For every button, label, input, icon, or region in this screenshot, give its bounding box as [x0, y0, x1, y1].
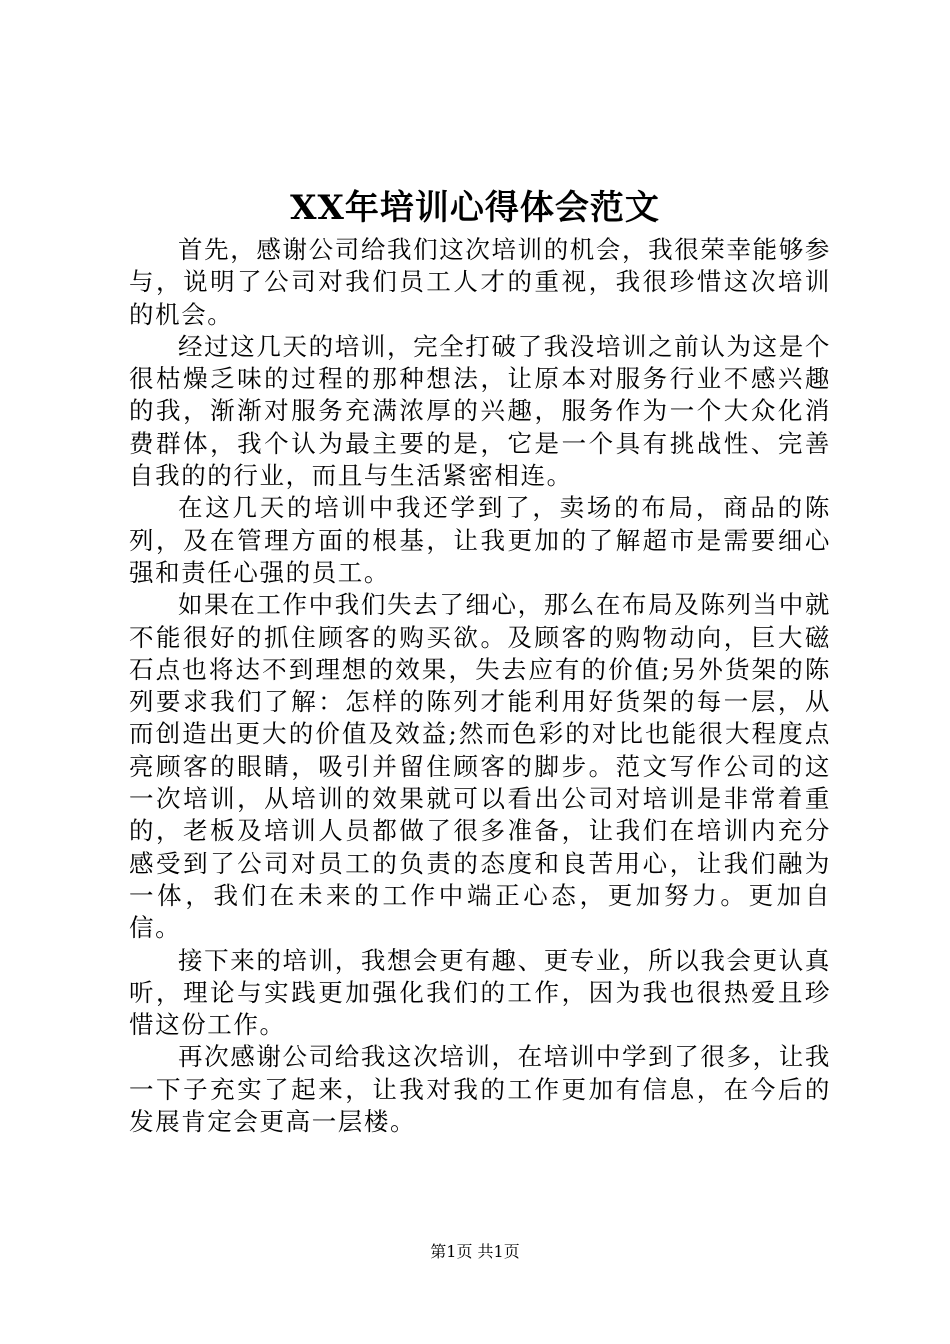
paragraph-2: 经过这几天的培训，完全打破了我没培训之前认为这是个很枯燥乏味的过程的那种想法，让原本对服务行业不感兴趣的我，渐渐对服务充满浓厚的兴趣，服务作为一个大众化消费群体，我个认为最主要的是，它是一个具有挑战性、完善自我的的行业，而且与生活紧密相连。 — [129, 331, 831, 491]
page-number-label: 第1页 共1页 — [430, 1242, 520, 1261]
paragraph-4: 如果在工作中我们失去了细心，那么在布局及陈列当中就不能很好的抓住顾客的购买欲。及顾客的购物动向，巨大磁石点也将达不到理想的效果，失去应有的价值;另外货架的陈列要求我们了解：怎样的陈列才能利用好货架的每一层，从而创造出更大的价值及效益;然而色彩的对比也能很大程度点亮顾客的眼睛，吸引并留住顾客的脚步。范文写作公司的这一次培训，从培训的效果就可以看出公司对培训是非常着重的，老板及培训人员都做了很多准备，让我们在培训内充分感受到了公司对员工的负责的态度和良苦用心，让我们融为一体，我们在未来的工作中端正心态，更加努力。更加自信。 — [129, 590, 831, 943]
paragraph-1: 首先，感谢公司给我们这次培训的机会，我很荣幸能够参与，说明了公司对我们员工人才的重视，我很珍惜这次培训的机会。 — [129, 235, 831, 329]
document-title: XX年培训心得体会范文 — [290, 188, 660, 228]
page-footer — [0, 1240, 950, 1264]
paragraph-5: 接下来的培训，我想会更有趣、更专业，所以我会更认真听，理论与实践更加强化我们的工作，因为我也很热爱且珍惜这份工作。 — [129, 945, 831, 1040]
paragraph-6: 再次感谢公司给我这次培训，在培训中学到了很多，让我一下子充实了起来，让我对我的工作更加有信息，在今后的发展肯定会更高一层楼。 — [129, 1042, 831, 1137]
document-body — [129, 234, 831, 1138]
paragraph-3: 在这几天的培训中我还学到了，卖场的布局，商品的陈列，及在管理方面的根基，让我更加的了解超市是需要细心强和责任心强的员工。 — [129, 493, 831, 587]
